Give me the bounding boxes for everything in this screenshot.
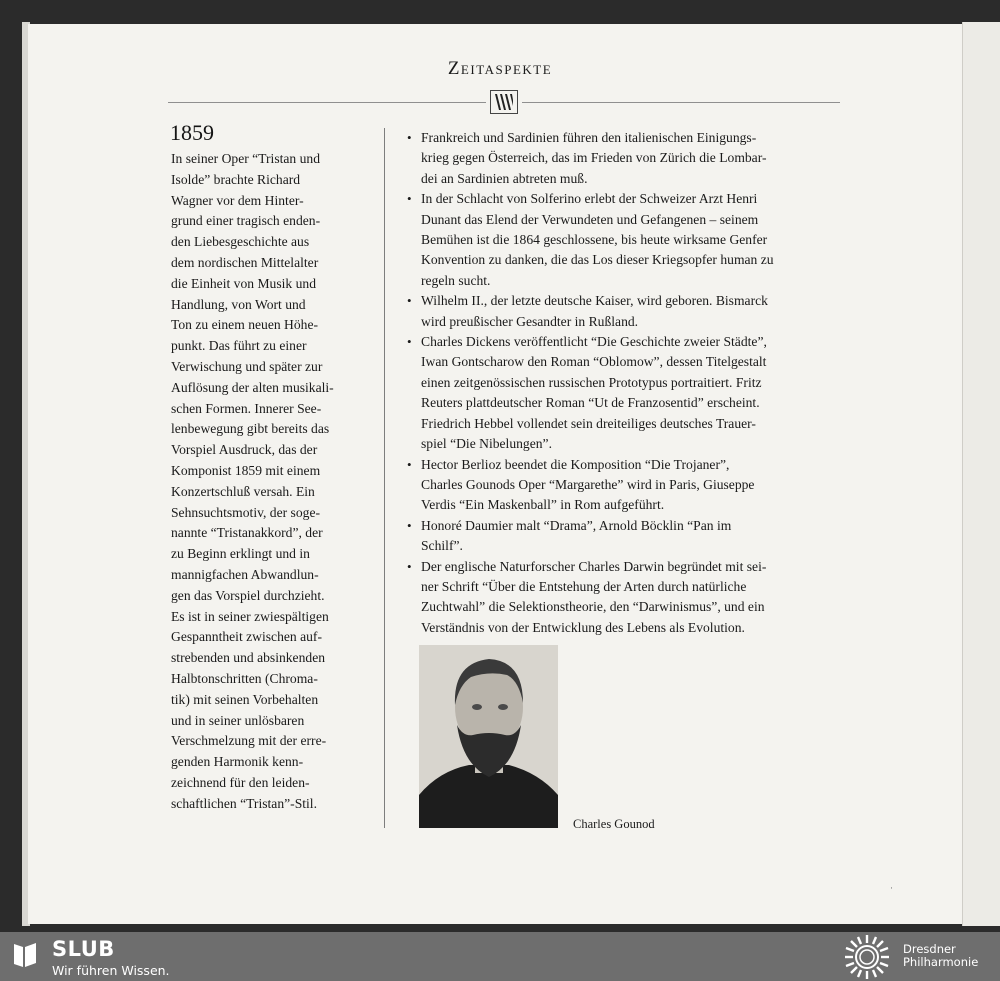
- text-line: strebenden und absinkenden: [171, 650, 326, 666]
- text-line: Handlung, von Wort und: [171, 296, 306, 312]
- partner-name-line2: Philharmonie: [903, 955, 979, 969]
- event-line: Charles Gounods Oper “Margarethe” wird in Paris, Giuseppe: [421, 476, 755, 492]
- text-line: Es ist in seiner zwiespältigen: [171, 608, 329, 624]
- bullet-icon: •: [407, 517, 412, 533]
- text-line: gen das Vorspiel durchzieht.: [171, 587, 325, 603]
- text-line: Verschmelzung mit der erre-: [171, 733, 327, 749]
- wave-emblem-icon: [490, 90, 518, 114]
- bullet-icon: •: [407, 456, 412, 472]
- text-line: schen Formen. Innerer See-: [171, 400, 322, 416]
- text-line: Vorspiel Ausdruck, das der: [171, 442, 318, 458]
- event-item: [407, 128, 847, 189]
- text-line: In seiner Oper “Tristan und: [171, 151, 321, 166]
- text-line: lenbewegung gibt bereits das: [171, 421, 330, 437]
- event-line: Wilhelm II., der letzte deutsche Kaiser, wird geboren. Bismarck: [421, 293, 768, 309]
- next-page-edge: [962, 22, 1000, 926]
- text-line: den Liebesgeschichte aus: [171, 234, 310, 250]
- portrait-caption: Charles Gounod: [573, 817, 655, 831]
- text-line: genden Harmonik kenn-: [171, 754, 304, 770]
- column-divider: [384, 128, 385, 828]
- footer-bar: [0, 932, 1000, 981]
- event-line: Schilf”.: [421, 538, 463, 554]
- events-list: [407, 128, 847, 638]
- text-line: Isolde” brachte Richard: [171, 171, 301, 187]
- event-item: [407, 557, 847, 639]
- bullet-icon: •: [407, 558, 412, 574]
- bullet-icon: •: [407, 293, 412, 309]
- event-line: regeln sucht.: [421, 272, 491, 288]
- event-line: Zuchtwahl” die Selektionstheorie, den “Darwinismus”, und ein: [421, 599, 765, 615]
- wagner-text-column: [171, 149, 371, 815]
- text-line: zu Beginn erklingt und in: [171, 546, 310, 562]
- text-line: zeichnend für den leiden-: [171, 774, 310, 790]
- event-line: Honoré Daumier malt “Drama”, Arnold Böcklin “Pan im: [421, 517, 732, 533]
- event-line: Konvention zu danken, die das Los dieser Kriegsopfer human zu: [421, 252, 774, 268]
- event-line: In der Schlacht von Solferino erlebt der Schweizer Arzt Henri: [421, 191, 758, 207]
- text-line: Wagner vor dem Hinter-: [171, 192, 304, 208]
- partner-name[interactable]: [903, 943, 978, 969]
- event-item: [407, 189, 847, 291]
- text-line: Komponist 1859 mit einem: [171, 462, 321, 478]
- philharmonie-sun-icon: [842, 933, 892, 981]
- partner-name-line1: Dresdner: [903, 942, 956, 956]
- event-line: Verständnis von der Entwicklung des Lebens als Evolution.: [421, 619, 745, 635]
- text-line: dem nordischen Mittelalter: [171, 254, 319, 270]
- year-heading: 1859: [170, 120, 214, 145]
- text-line: punkt. Das führt zu einer: [171, 338, 307, 354]
- event-line: Iwan Gontscharow den Roman “Oblomow”, dessen Titelgestalt: [421, 354, 767, 370]
- text-line: grund einer tragisch enden-: [171, 213, 321, 229]
- event-line: Verdis “Ein Maskenball” in Rom aufgeführt.: [421, 497, 665, 513]
- event-line: krieg gegen Österreich, das im Frieden von Zürich die Lombar-: [421, 150, 767, 166]
- slub-name[interactable]: SLUB: [52, 937, 115, 961]
- event-item: [407, 516, 847, 557]
- slub-book-icon: [12, 941, 38, 969]
- header-rule-left: [168, 102, 486, 103]
- event-line: Reuters plattdeutscher Roman “Ut de Franzosentid” erscheint.: [421, 395, 760, 411]
- text-line: nannte “Tristanakkord”, der: [171, 525, 323, 541]
- event-line: Charles Dickens veröffentlicht “Die Geschichte zweier Städte”,: [421, 334, 767, 350]
- event-line: Dunant das Elend der Verwundeten und Gefangenen – seinem: [421, 211, 759, 227]
- text-line: tik) mit seinen Vorbehalten: [171, 691, 319, 707]
- event-line: Hector Berlioz beendet die Komposition “Die Trojaner”,: [421, 456, 730, 472]
- event-line: Bemühen ist die 1864 geschlossene, bis heute wirksame Genfer: [421, 232, 768, 248]
- text-line: Ton zu einem neuen Höhe-: [171, 317, 319, 333]
- text-line: Verwischung und später zur: [171, 358, 323, 374]
- slub-tagline: Wir führen Wissen.: [52, 963, 170, 978]
- event-line: Der englische Naturforscher Charles Darwin begründet mit sei-: [421, 558, 767, 574]
- text-line: und in seiner unlösbaren: [171, 712, 305, 728]
- event-line: einen zeitgenössischen russischen Prototypus portraitiert. Fritz: [421, 374, 762, 390]
- event-line: Friedrich Hebbel vollendet sein dreiteiliges deutsches Trauer-: [421, 415, 756, 431]
- text-line: Konzertschluß versah. Ein: [171, 483, 315, 499]
- event-line: Frankreich und Sardinien führen den italienischen Einigungs-: [421, 130, 757, 145]
- section-title: Zeitaspekte: [447, 58, 553, 79]
- text-line: Gespanntheit zwischen auf-: [171, 629, 322, 645]
- text-line: Sehnsuchtsmotiv, der soge-: [171, 504, 321, 520]
- gounod-portrait: [419, 645, 558, 828]
- header-rule-right: [522, 102, 840, 103]
- event-item: [407, 332, 847, 454]
- bullet-icon: •: [407, 130, 412, 145]
- text-line: mannigfachen Abwandlun-: [171, 566, 319, 582]
- event-item: [407, 291, 847, 332]
- page-mark: ·: [890, 883, 893, 893]
- text-line: Auflösung der alten musikali-: [171, 379, 334, 395]
- event-line: spiel “Die Nibelungen”.: [421, 436, 552, 452]
- text-line: die Einheit von Musik und: [171, 275, 316, 291]
- event-line: ner Schrift “Über die Entstehung der Arten durch natürliche: [421, 578, 747, 594]
- bullet-icon: •: [407, 334, 412, 350]
- bullet-icon: •: [407, 191, 412, 207]
- text-line: Halbtonschritten (Chroma-: [171, 670, 318, 686]
- event-line: wird preußischer Gesandter in Rußland.: [421, 313, 639, 329]
- text-line: schaftlichen “Tristan”-Stil.: [171, 795, 317, 811]
- event-line: dei an Sardinien abtreten muß.: [421, 170, 588, 186]
- event-item: [407, 455, 847, 516]
